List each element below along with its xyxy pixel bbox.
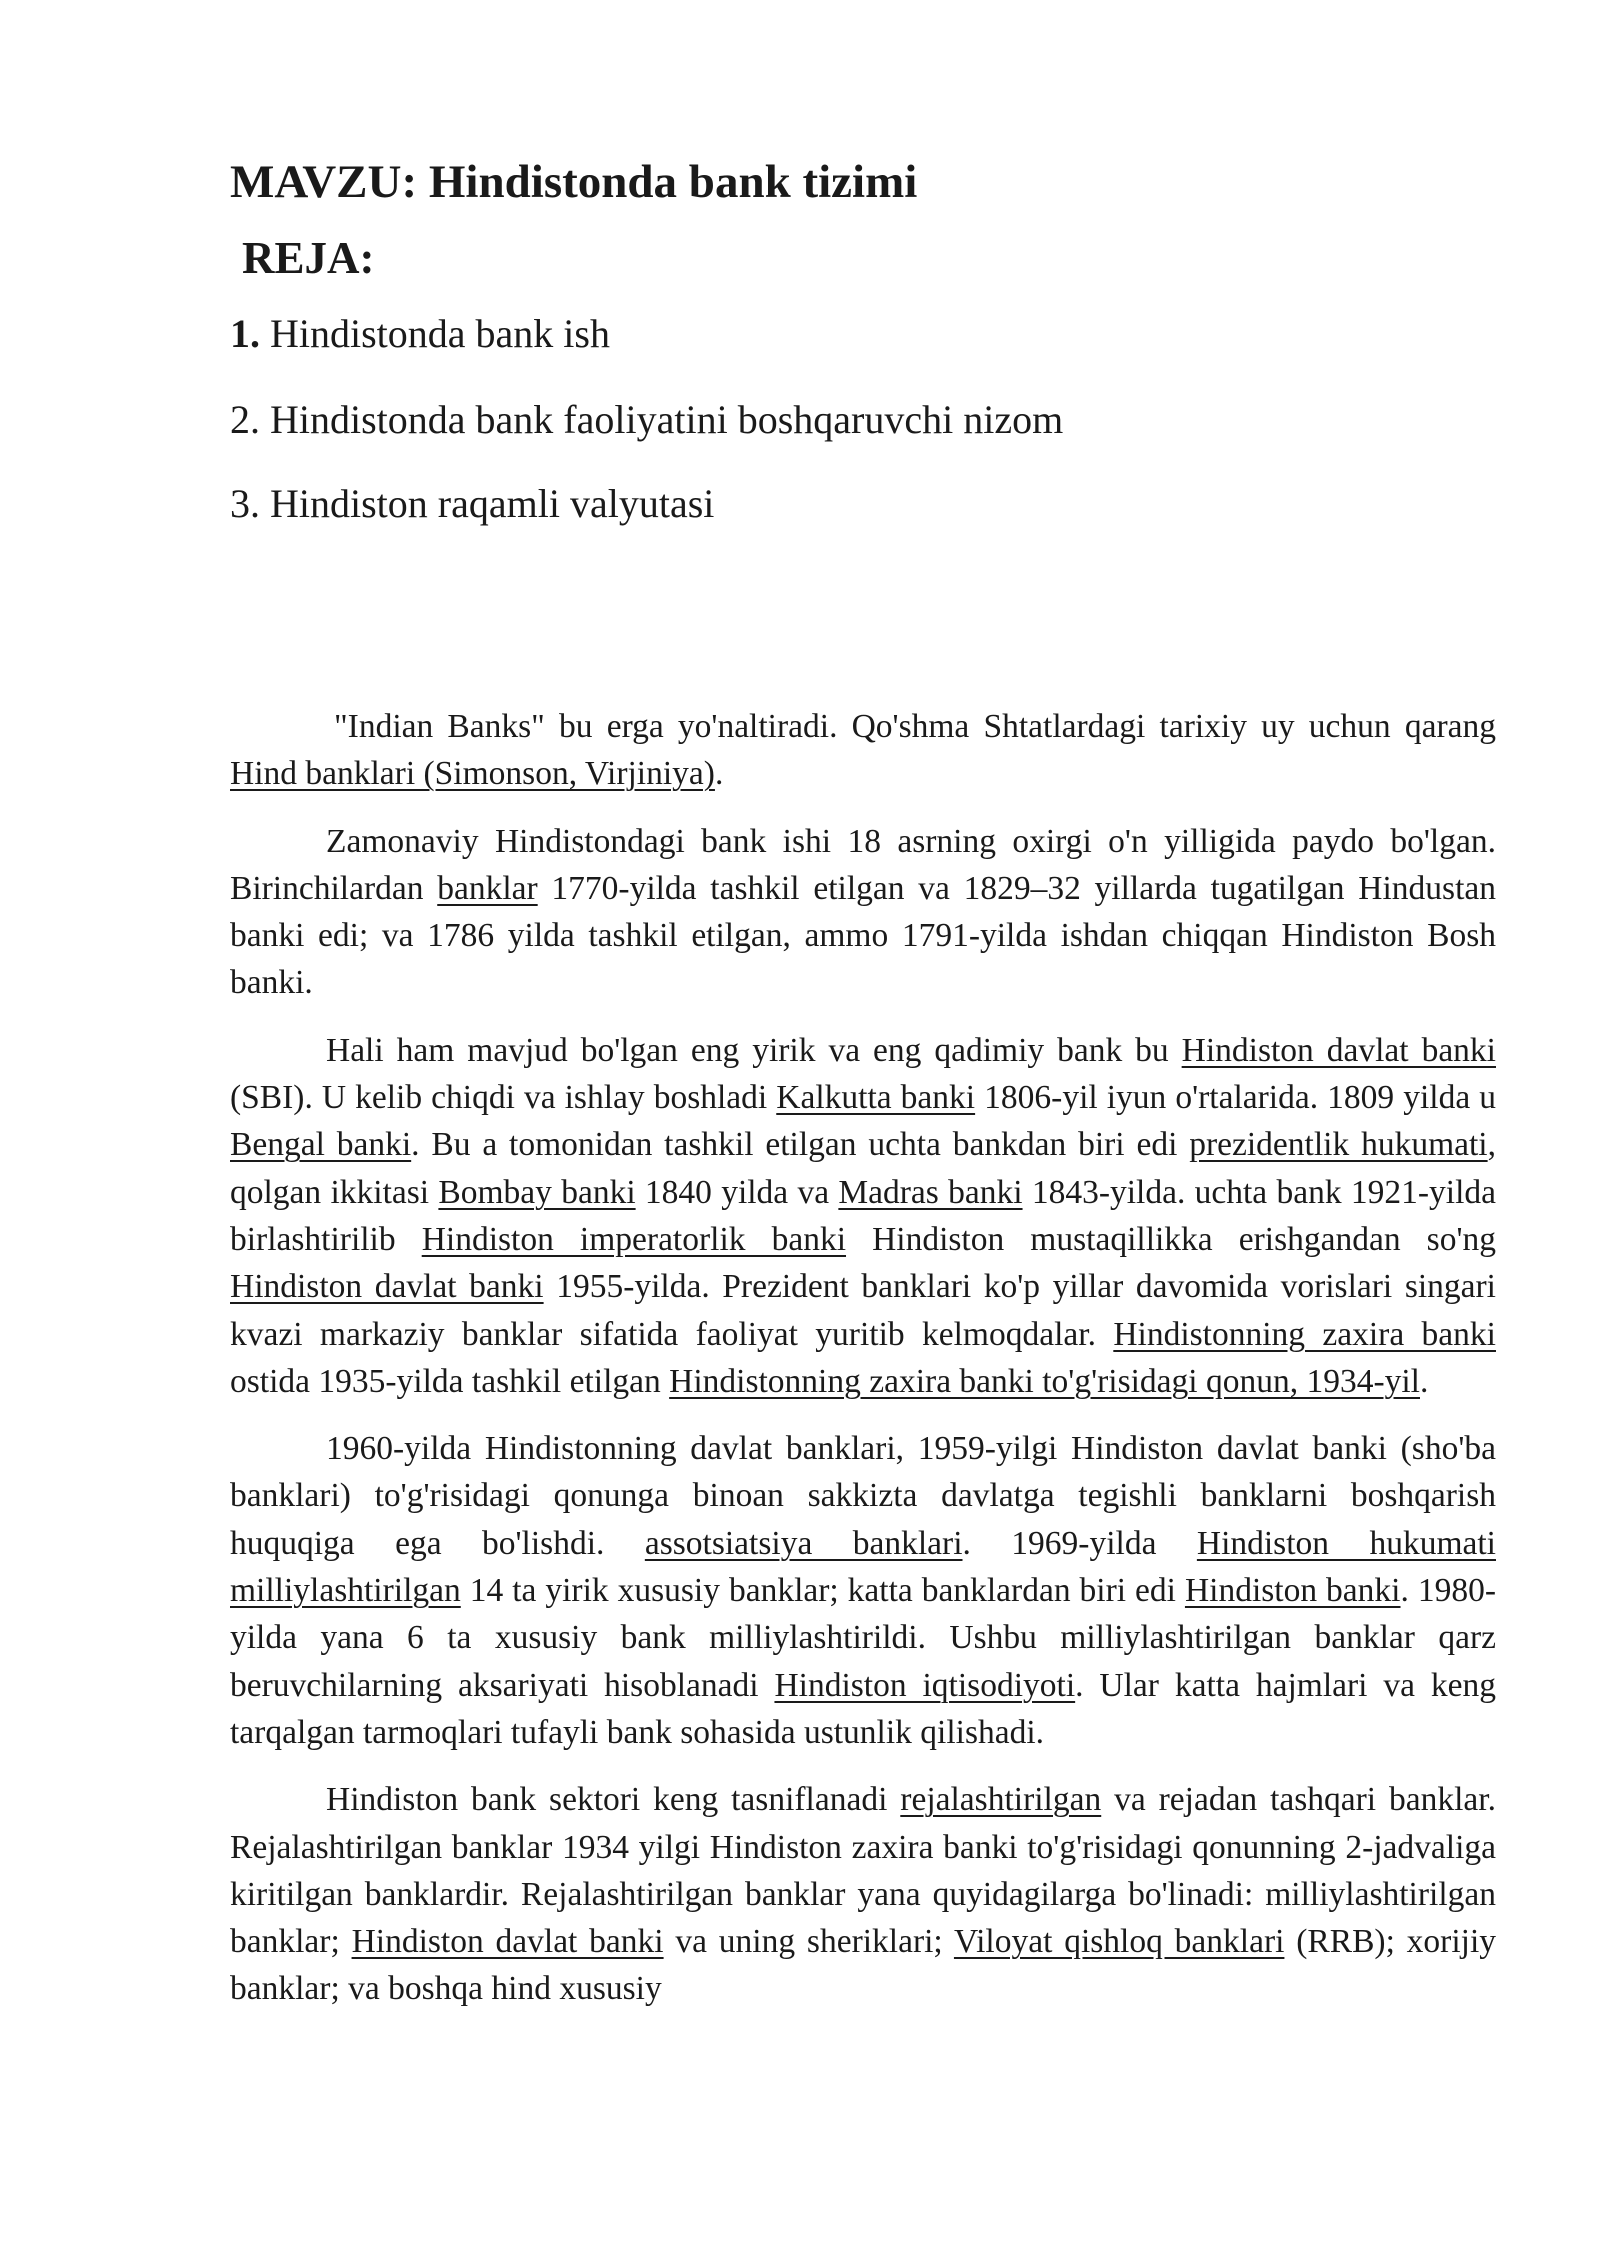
text-run: . — [1420, 1362, 1429, 1400]
hyperlink[interactable]: Kalkutta banki — [776, 1079, 976, 1117]
plan-item — [230, 474, 1496, 534]
text-run: va uning sheriklari; — [663, 1923, 954, 1961]
text-run: 14 ta yirik xususiy banklar; katta banklardan biri edi — [460, 1572, 1185, 1610]
hyperlink[interactable]: Hindistonning zaxira banki — [1113, 1315, 1496, 1353]
plan-heading: REJA: — [242, 233, 375, 283]
text-run: ostida 1935-yilda tashkil etilgan — [230, 1362, 670, 1400]
text-run: (RRB); xorijiy banklar; va boshqa hind xususiy — [230, 1923, 1496, 2008]
paragraph — [230, 1027, 1496, 1405]
hyperlink[interactable]: Hindiston banki — [1184, 1572, 1401, 1610]
plan-item-text: Hindistonda bank faoliyatini boshqaruvchi nizom — [260, 397, 1064, 442]
plan-item-number: 1. — [230, 311, 260, 356]
paragraph — [230, 818, 1496, 1007]
text-run: Hindiston bank sektori keng tasniflanadi — [326, 1781, 901, 1819]
hyperlink[interactable]: Viloyat qishloq banklari — [953, 1923, 1285, 1961]
text-run: . — [714, 755, 724, 793]
text-run: va rejadan tashqari banklar. Rejalashtirilgan banklar 1934 yilgi Hindiston zaxira banki to'g'risidagi qonunning 2-jadvaliga kiritilgan banklardir. Rejalashtirilgan banklar yana quyidagilarga bo'linadi: milliylashtirilgan banklar; — [230, 1781, 1496, 1961]
plan-item-text: Hindistonda bank ish — [260, 311, 610, 356]
document-body — [230, 703, 1496, 2033]
plan-item-text: Hindiston raqamli valyutasi — [260, 481, 715, 526]
text-run: , qolgan ikkitasi — [230, 1126, 1496, 1211]
text-run: 1843-yilda. uchta bank 1921-yilda birlashtirilib — [230, 1173, 1496, 1258]
text-run: . 1969-yilda — [962, 1524, 1197, 1562]
paragraph — [230, 1425, 1496, 1756]
hyperlink[interactable]: Madras banki — [838, 1173, 1023, 1211]
text-run: 1770-yilda tashkil etilgan va 1829–32 yillarda tugatilgan Hindustan banki edi; va 1786 yilda tashkil etilgan, ammo 1791-yilda ishdan chiqqan Hindiston Bosh banki. — [230, 869, 1496, 1002]
hyperlink[interactable]: Hindiston davlat banki — [1181, 1031, 1496, 1069]
hyperlink[interactable]: prezidentlik hukumati — [1189, 1126, 1488, 1164]
hyperlink[interactable]: Hindistonning zaxira banki to'g'risidagi qonun, 1934-yil — [669, 1362, 1420, 1400]
text-run: Hindiston mustaqillikka erishgandan so'ng — [846, 1220, 1497, 1258]
hyperlink[interactable]: banklar — [437, 869, 538, 907]
text-run: "Indian Banks" bu erga yo'naltiradi. Qo'shma Shtatlardagi tarixiy uy uchun qarang — [334, 708, 1496, 745]
page-title: MAVZU: Hindistonda bank tizimi — [230, 156, 918, 208]
plan-item — [230, 304, 1496, 364]
text-run: 1806-yil iyun o'rtalarida. 1809 yilda u — [975, 1079, 1496, 1117]
hyperlink[interactable]: milliylashtirilgan — [230, 1572, 461, 1610]
text-run: 1960-yilda Hindistonning davlat banklari, 1959-yilgi Hindiston davlat banki (sho'ba banklari) to'g'risidagi qonunga binoan sakkizta davlatga tegishli banklarni boshqarish huquqiga ega bo'lishdi. — [230, 1430, 1496, 1562]
hyperlink[interactable]: assotsiatsiya banklari — [644, 1524, 963, 1562]
document-header — [230, 150, 1496, 534]
plan-item — [230, 390, 1496, 450]
hyperlink[interactable]: Hind banklari (Simonson, Virjiniya) — [230, 755, 715, 793]
text-run: 1840 yilda va — [635, 1173, 839, 1211]
paragraph — [230, 1776, 1496, 2012]
text-run: (SBI). U kelib chiqdi va ishlay boshladi — [230, 1079, 777, 1117]
text-run: . 1980-yilda yana 6 ta xususiy bank milliylashtirildi. Ushbu milliylashtirilgan banklar qarz beruvchilarning aksariyati hisoblanadi — [230, 1572, 1497, 1704]
text-run: Zamonaviy Hindistondagi bank ishi 18 asrning oxirgi o'n yilligida paydo bo'lgan. Birinchilardan — [230, 822, 1496, 907]
paragraph — [230, 703, 1496, 798]
hyperlink[interactable]: Bengal banki — [230, 1126, 412, 1164]
hyperlink[interactable]: Hindiston imperatorlik banki — [421, 1220, 847, 1258]
text-run: Hali ham mavjud bo'lgan eng yirik va eng qadimiy bank bu — [326, 1031, 1182, 1069]
hyperlink[interactable]: Hindiston davlat banki — [351, 1923, 664, 1961]
text-run: . Bu a tomonidan tashkil etilgan uchta bankdan biri edi — [411, 1126, 1190, 1164]
hyperlink[interactable]: Hindiston iqtisodiyoti — [774, 1666, 1076, 1704]
hyperlink[interactable]: rejalashtirilgan — [900, 1781, 1102, 1819]
plan-item-number: 3. — [230, 481, 260, 526]
hyperlink[interactable]: Hindiston hukumati — [1196, 1524, 1496, 1562]
hyperlink[interactable]: Hindiston davlat banki — [230, 1268, 544, 1306]
text-run: . Ular katta hajmlari va keng tarqalgan tarmoqlari tufayli bank sohasida ustunlik qilishadi. — [230, 1666, 1496, 1751]
text-run: 1955-yilda. Prezident banklari ko'p yillar davomida vorislari singari kvazi markaziy banklar sifatida faoliyat yuritib kelmoqdalar. — [230, 1268, 1496, 1353]
plan-item-number: 2. — [230, 397, 260, 442]
hyperlink[interactable]: Bombay banki — [438, 1173, 636, 1211]
